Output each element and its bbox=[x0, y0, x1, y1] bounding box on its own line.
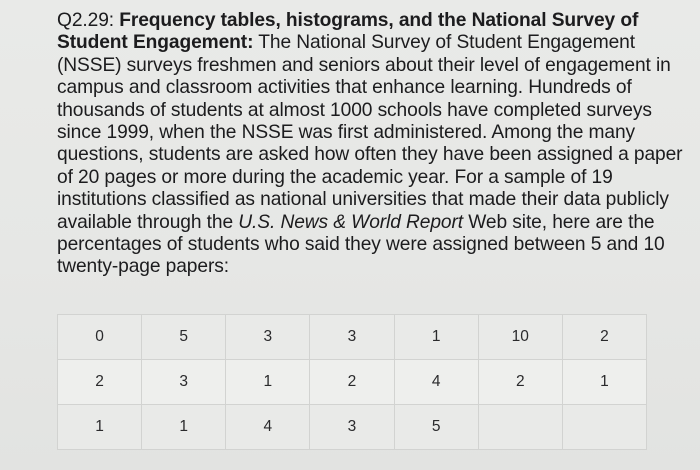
table-cell: 5 bbox=[142, 315, 226, 360]
table-cell: 5 bbox=[394, 405, 478, 450]
table-cell: 1 bbox=[394, 315, 478, 360]
table-cell: 0 bbox=[58, 315, 142, 360]
table-cell: 1 bbox=[142, 405, 226, 450]
table-row bbox=[58, 360, 647, 405]
table-cell: 3 bbox=[142, 360, 226, 405]
table-cell: 4 bbox=[394, 360, 478, 405]
data-table bbox=[57, 314, 647, 450]
table-cell bbox=[562, 405, 646, 450]
problem-body-part-1: The National Survey of Student Engagement (NSSE) surveys freshmen and seniors about their level of engagement in campus and classroom activities that enhance learning. Hundreds of thousands of students at almost 1000 schools have completed surveys since 1999, when the NSSE was first administered. Among the many questions, students are asked how often they have been assigned a paper of 20 pages or more during the academic year. For a sample of 19 institutions classified as national universities that made their data publicly available through the bbox=[57, 32, 683, 233]
table-row bbox=[58, 315, 647, 360]
table-cell bbox=[478, 405, 562, 450]
table-cell: 4 bbox=[226, 405, 310, 450]
table-cell: 3 bbox=[226, 315, 310, 360]
source-name: U.S. News & World Report bbox=[238, 211, 464, 233]
table-cell: 2 bbox=[58, 360, 142, 405]
problem-text bbox=[57, 10, 687, 279]
table-cell: 3 bbox=[310, 315, 394, 360]
table-cell: 2 bbox=[562, 315, 646, 360]
problem-title: Frequency tables, histograms, and the National Survey of Student Engagement: bbox=[57, 10, 639, 54]
table-cell: 1 bbox=[58, 405, 142, 450]
problem-body-part-2: Web site, here are the percentages of students who said they were assigned between 5 and 10 twenty-page papers: bbox=[57, 211, 665, 278]
table-cell: 1 bbox=[562, 360, 646, 405]
table-cell: 2 bbox=[478, 360, 562, 405]
table-row bbox=[58, 405, 647, 450]
table-cell: 1 bbox=[226, 360, 310, 405]
table-cell: 3 bbox=[310, 405, 394, 450]
table-cell: 10 bbox=[478, 315, 562, 360]
table-cell: 2 bbox=[310, 360, 394, 405]
problem-label: Q2.29: bbox=[57, 10, 115, 31]
